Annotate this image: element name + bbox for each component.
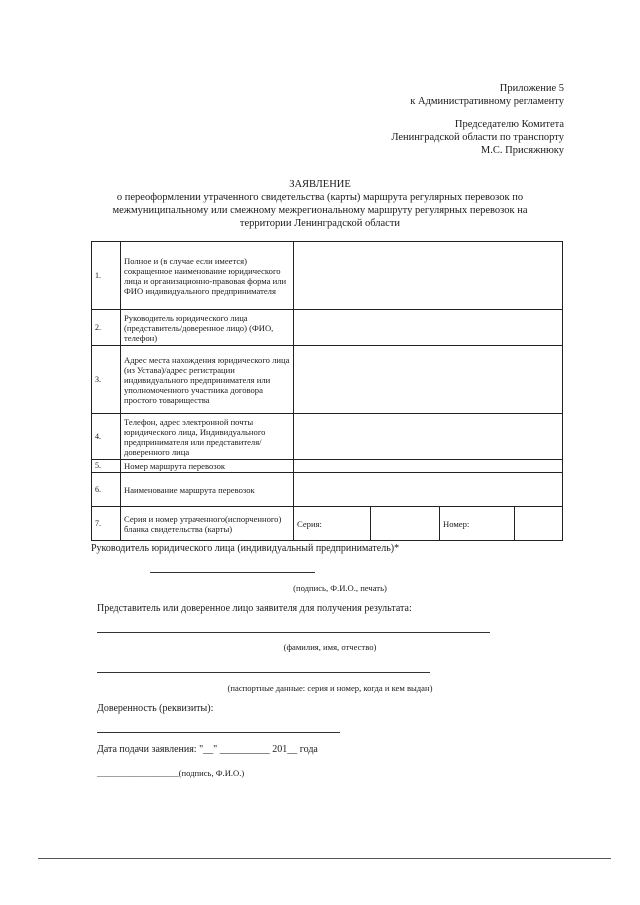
head-signature-caption: (подпись, Ф.И.О., печать) [293,583,387,593]
row-number: 5. [92,460,121,473]
appendix-number: Приложение 5 [499,83,564,94]
field-route-number[interactable] [294,460,563,473]
submission-date: Дата подачи заявления: "__" __________ 201__ года [97,744,318,755]
table-row [92,346,563,414]
passport-caption: (паспортные данные: серия и номер, когда и кем выдан) [227,683,433,693]
table-row [92,507,563,541]
row-number: 2. [92,310,121,346]
table-row [92,473,563,507]
field-route-name[interactable] [294,473,563,507]
head-signature-line[interactable] [150,572,315,573]
power-of-attorney-label: Доверенность (реквизиты): [97,703,214,714]
addressee-line-2: Ленинградской области по транспорту [391,132,564,143]
row-label: Адрес места нахождения юридического лица (из Устава)/адрес регистрации индивидуального предпринимателя или уполномоченного участника договора простого товарищества [121,346,294,414]
field-number[interactable] [515,507,563,541]
table-row [92,460,563,473]
bottom-divider [38,858,611,859]
field-head-contact[interactable] [294,310,563,346]
passport-line[interactable] [97,672,430,673]
row-number: 4. [92,414,121,460]
table-row [92,242,563,310]
table-row [92,414,563,460]
title-line-3: территории Ленинградской области [239,218,401,229]
row-label: Телефон, адрес электронной почты юридического лица, Индивидуального предпринимателя или представителя/доверенного лица [121,414,294,460]
row-label: Наименование маршрута перевозок [121,473,294,507]
row-number: 7. [92,507,121,541]
head-signature-label: Руководитель юридического лица (индивидуальный предприниматель)* [91,543,400,554]
row-number: 3. [92,346,121,414]
row-label: Полное и (в случае если имеется) сокращенное наименование юридического лица и организационно-правовая форма или ФИО индивидуального предпринимателя [121,242,294,310]
field-phone-email[interactable] [294,414,563,460]
document-title: ЗАЯВЛЕНИЕ [289,179,351,190]
title-line-1: о переоформлении утраченного свидетельства (карты) маршрута регулярных перевозок по [116,192,524,203]
name-caption: (фамилия, имя, отчество) [283,642,377,652]
addressee-line-1: Председателю Комитета [454,119,564,130]
addressee-line-3: М.С. Присяжнюку [480,145,564,156]
field-company-name[interactable] [294,242,563,310]
field-series[interactable] [371,507,440,541]
row-label: Серия и номер утраченного(испорченного) бланка свидетельства (карты) [121,507,294,541]
title-line-2: межмуниципальному или смежному межрегиональному маршруту регулярных перевозок на [112,205,528,216]
representative-label: Представитель или доверенное лицо заявителя для получения результата: [97,603,412,614]
applicant-signature-caption: ___________________(подпись, Ф.И.О.) [97,768,245,778]
number-label: Номер: [440,507,515,541]
row-number: 6. [92,473,121,507]
appendix-regulation: к Административному регламенту [410,96,564,107]
row-label: Руководитель юридического лица (представитель/доверенное лицо) (ФИО, телефон) [121,310,294,346]
application-form-table [91,241,563,541]
table-row [92,310,563,346]
representative-name-line[interactable] [97,632,490,633]
field-address[interactable] [294,346,563,414]
power-of-attorney-line[interactable] [97,732,340,733]
row-label: Номер маршрута перевозок [121,460,294,473]
series-label: Серия: [294,507,371,541]
row-number: 1. [92,242,121,310]
